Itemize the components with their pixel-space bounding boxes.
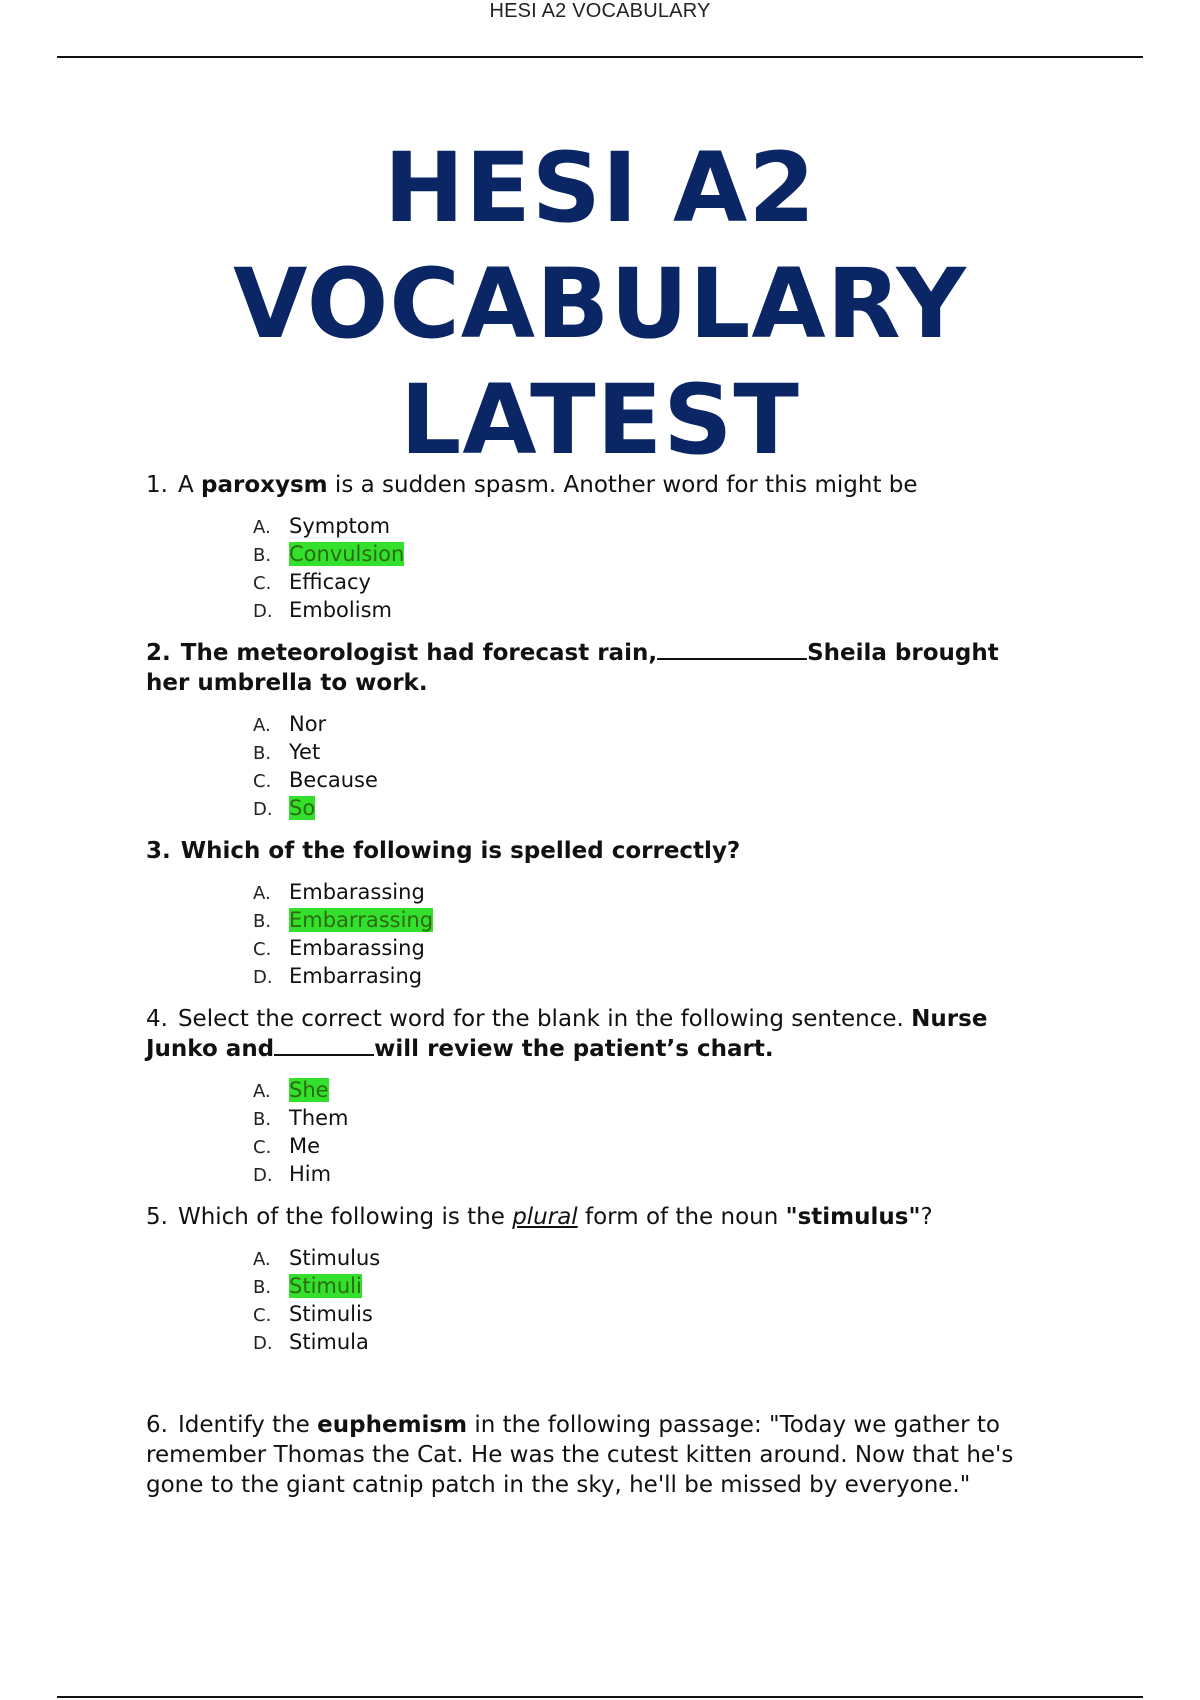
answer-option xyxy=(253,1160,1066,1188)
question-text: will review the patient’s chart. xyxy=(374,1036,774,1062)
answer-option xyxy=(253,906,1066,934)
option-letter: C. xyxy=(253,939,272,960)
option-letter: B. xyxy=(253,545,272,566)
option-text: Embarassing xyxy=(289,936,425,960)
option-letter: B. xyxy=(253,1109,272,1130)
answer-option xyxy=(253,596,1066,624)
answer-option xyxy=(253,1104,1066,1132)
answer-option xyxy=(253,1076,1066,1104)
document-title xyxy=(0,130,1200,478)
question-term: paroxysm xyxy=(201,472,328,498)
answer-options-3 xyxy=(253,878,1066,990)
option-letter: C. xyxy=(253,1137,272,1158)
answer-option xyxy=(253,540,1066,568)
title-line-3: LATEST xyxy=(400,364,800,476)
option-text: Embarrasing xyxy=(289,964,423,988)
question-term: euphemism xyxy=(317,1412,468,1438)
answer-options-4 xyxy=(253,1076,1066,1188)
answer-option xyxy=(253,766,1066,794)
title-line-1: HESI A2 xyxy=(383,132,817,244)
answer-option xyxy=(253,878,1066,906)
answer-option xyxy=(253,568,1066,596)
option-text: Embolism xyxy=(289,598,392,622)
option-letter: A. xyxy=(253,883,271,904)
question-text: Junko and xyxy=(146,1036,275,1062)
question-list xyxy=(146,470,1066,1500)
option-letter: D. xyxy=(253,799,273,820)
option-text: Efficacy xyxy=(289,570,371,594)
question-text: Nurse xyxy=(911,1006,988,1032)
option-text: Stimula xyxy=(289,1330,369,1354)
question-4 xyxy=(146,1004,1066,1064)
correct-answer-highlight: She xyxy=(289,1078,329,1102)
option-letter: A. xyxy=(253,715,271,736)
option-text: Stimulus xyxy=(289,1246,381,1270)
question-text: ? xyxy=(920,1204,933,1230)
option-text: Yet xyxy=(289,740,321,764)
option-letter: D. xyxy=(253,601,273,622)
answer-option xyxy=(253,512,1066,540)
option-letter: B. xyxy=(253,743,272,764)
question-number: 6. xyxy=(146,1412,168,1438)
answer-option xyxy=(253,1272,1066,1300)
option-text: Me xyxy=(289,1134,321,1158)
option-letter: A. xyxy=(253,1249,271,1270)
answer-options-1 xyxy=(253,512,1066,624)
fill-in-blank xyxy=(274,1036,374,1056)
answer-options-2 xyxy=(253,710,1066,822)
answer-option xyxy=(253,1244,1066,1272)
answer-option xyxy=(253,794,1066,822)
question-5 xyxy=(146,1202,1066,1232)
option-text: Them xyxy=(289,1106,349,1130)
answer-option xyxy=(253,710,1066,738)
option-letter: A. xyxy=(253,1081,271,1102)
option-letter: C. xyxy=(253,771,272,792)
answer-option xyxy=(253,934,1066,962)
option-text: Nor xyxy=(289,712,327,736)
option-letter: B. xyxy=(253,1277,272,1298)
option-text: Embarassing xyxy=(289,880,425,904)
question-term: "stimulus" xyxy=(785,1204,921,1230)
question-text: Which of the following is spelled correctly? xyxy=(180,838,741,864)
question-3 xyxy=(146,836,1066,866)
question-text: her umbrella to work. xyxy=(146,670,428,696)
question-text: Sheila brought xyxy=(807,640,999,666)
correct-answer-highlight: Embarrassing xyxy=(289,908,434,932)
answer-option xyxy=(253,1132,1066,1160)
option-letter: B. xyxy=(253,911,272,932)
question-number: 3. xyxy=(146,838,171,864)
option-letter: D. xyxy=(253,967,273,988)
option-text: Stimulis xyxy=(289,1302,373,1326)
option-text: Symptom xyxy=(289,514,391,538)
question-text: A xyxy=(177,472,201,498)
title-line-2: VOCABULARY xyxy=(233,248,967,360)
option-letter: D. xyxy=(253,1165,273,1186)
question-text: The meteorologist had forecast rain, xyxy=(180,640,658,666)
question-text: Select the correct word for the blank in the following sentence. xyxy=(177,1006,912,1032)
question-number: 1. xyxy=(146,472,168,498)
correct-answer-highlight: Stimuli xyxy=(289,1274,362,1298)
question-1 xyxy=(146,470,1066,500)
header-rule xyxy=(57,56,1143,58)
option-letter: C. xyxy=(253,573,272,594)
option-letter: D. xyxy=(253,1333,273,1354)
question-emphasis: plural xyxy=(512,1204,578,1230)
question-number: 2. xyxy=(146,640,171,666)
footer-rule xyxy=(57,1696,1143,1698)
correct-answer-highlight: Convulsion xyxy=(289,542,405,566)
option-letter: A. xyxy=(253,517,271,538)
answer-option xyxy=(253,738,1066,766)
question-2 xyxy=(146,638,1066,698)
fill-in-blank xyxy=(657,640,807,660)
question-text: in the following passage: "Today we gather to remember Thomas the Cat. He was the cutest kitten around. Now that he's gone to the giant catnip patch in the sky, he'll be missed by everyone." xyxy=(146,1412,1014,1498)
question-text: Identify the xyxy=(177,1412,318,1438)
option-text: Because xyxy=(289,768,378,792)
question-text: Which of the following is the xyxy=(177,1204,513,1230)
answer-option xyxy=(253,962,1066,990)
answer-option xyxy=(253,1300,1066,1328)
running-header: HESI A2 VOCABULARY xyxy=(489,0,711,22)
answer-options-5 xyxy=(253,1244,1066,1356)
question-text: is a sudden spasm. Another word for this might be xyxy=(327,472,918,498)
question-text: form of the noun xyxy=(577,1204,786,1230)
question-6 xyxy=(146,1410,1066,1500)
question-number: 4. xyxy=(146,1006,168,1032)
question-number: 5. xyxy=(146,1204,168,1230)
correct-answer-highlight: So xyxy=(289,796,316,820)
answer-option xyxy=(253,1328,1066,1356)
option-text: Him xyxy=(289,1162,332,1186)
option-letter: C. xyxy=(253,1305,272,1326)
